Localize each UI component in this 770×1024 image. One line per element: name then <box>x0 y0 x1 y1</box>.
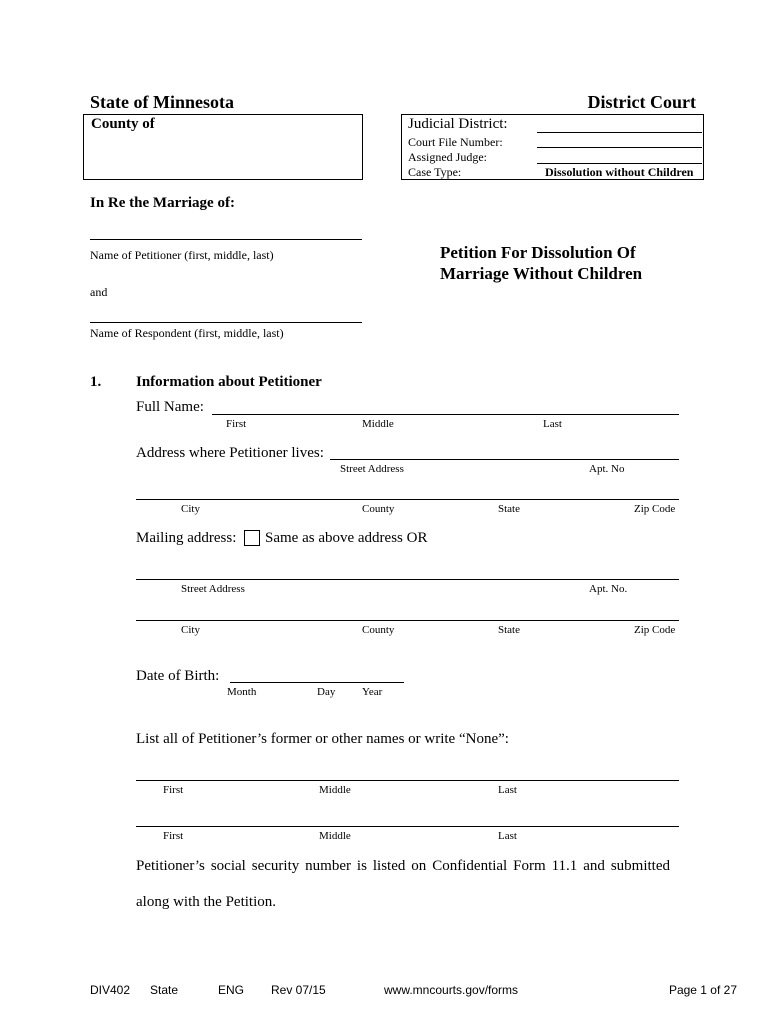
dob-line[interactable] <box>230 682 404 683</box>
respondent-name-label: Name of Respondent (first, middle, last) <box>90 326 284 340</box>
mailing-city-line[interactable] <box>136 620 679 621</box>
residence-city-label: City <box>181 503 200 515</box>
footer-page-number: Page 1 of 27 <box>668 983 737 997</box>
residence-city-line[interactable] <box>136 499 679 500</box>
court-title: District Court <box>587 92 696 112</box>
mailing-city-label: City <box>181 624 200 636</box>
judicial-district-label: Judicial District: <box>408 116 508 132</box>
same-as-above-label: Same as above address OR <box>265 530 428 546</box>
state-title: State of Minnesota <box>90 92 234 112</box>
mailing-street-line[interactable] <box>136 579 679 580</box>
residence-state-label: State <box>498 503 520 515</box>
residence-county-label: County <box>362 503 395 515</box>
section-number: 1. <box>90 374 102 390</box>
former-name-1-middle-label: Middle <box>319 784 351 796</box>
full-name-last-label: Last <box>543 418 562 430</box>
case-type-label: Case Type: <box>408 165 462 179</box>
dob-day-label: Day <box>317 686 336 698</box>
petition-title-line2: Marriage Without Children <box>440 264 643 283</box>
judicial-district-line[interactable] <box>537 132 702 133</box>
residence-zip-label: Zip Code <box>634 503 676 515</box>
footer-language: ENG <box>218 983 245 997</box>
ssn-note-line1: Petitioner’s social security number is listed on Confidential Form 11.1 and submitted <box>136 858 670 874</box>
footer-scope: State <box>150 983 179 997</box>
residence-street-line[interactable] <box>330 459 679 460</box>
full-name-line[interactable] <box>212 414 679 415</box>
former-names-label: List all of Petitioner’s former or other names or write “None”: <box>136 731 509 747</box>
residence-street-label: Street Address <box>340 463 404 475</box>
case-info-box <box>401 114 704 180</box>
full-name-first-label: First <box>226 418 247 430</box>
former-name-2-last-label: Last <box>498 830 517 842</box>
dob-label: Date of Birth: <box>136 668 220 684</box>
and-label: and <box>90 285 108 299</box>
mailing-street-label: Street Address <box>181 583 245 595</box>
respondent-name-line[interactable] <box>90 322 362 323</box>
mailing-state-label: State <box>498 624 520 636</box>
in-re-heading: In Re the Marriage of: <box>90 195 235 211</box>
mailing-address-label: Mailing address: <box>136 530 237 546</box>
footer-form-id: DIV402 <box>90 983 131 997</box>
footer-revision: Rev 07/15 <box>271 983 326 997</box>
footer-url[interactable]: www.mncourts.gov/forms <box>384 983 519 997</box>
residence-apt-label: Apt. No <box>589 463 625 475</box>
former-name-1-last-label: Last <box>498 784 517 796</box>
assigned-judge-line[interactable] <box>537 163 702 164</box>
residence-address-label: Address where Petitioner lives: <box>136 445 324 461</box>
court-file-number-line[interactable] <box>537 147 702 148</box>
former-name-2-first-label: First <box>163 830 184 842</box>
mailing-apt-label: Apt. No. <box>589 583 628 595</box>
assigned-judge-label: Assigned Judge: <box>408 150 487 164</box>
section-heading: Information about Petitioner <box>136 374 322 390</box>
former-name-2-middle-label: Middle <box>319 830 351 842</box>
dob-year-label: Year <box>362 686 383 698</box>
ssn-note-line2: along with the Petition. <box>136 894 276 910</box>
court-file-number-label: Court File Number: <box>408 135 503 149</box>
same-as-above-checkbox[interactable] <box>244 530 260 546</box>
former-name-1-line[interactable] <box>136 780 679 781</box>
county-label: County of <box>91 116 155 132</box>
former-name-1-first-label: First <box>163 784 184 796</box>
petition-title-line1: Petition For Dissolution Of <box>440 243 636 262</box>
county-box[interactable] <box>83 114 363 180</box>
dob-month-label: Month <box>227 686 257 698</box>
case-type-value: Dissolution without Children <box>545 165 694 179</box>
petitioner-name-label: Name of Petitioner (first, middle, last) <box>90 248 274 262</box>
mailing-zip-label: Zip Code <box>634 624 676 636</box>
full-name-label: Full Name: <box>136 399 204 415</box>
former-name-2-line[interactable] <box>136 826 679 827</box>
petitioner-name-line[interactable] <box>90 239 362 240</box>
full-name-middle-label: Middle <box>362 418 394 430</box>
mailing-county-label: County <box>362 624 395 636</box>
